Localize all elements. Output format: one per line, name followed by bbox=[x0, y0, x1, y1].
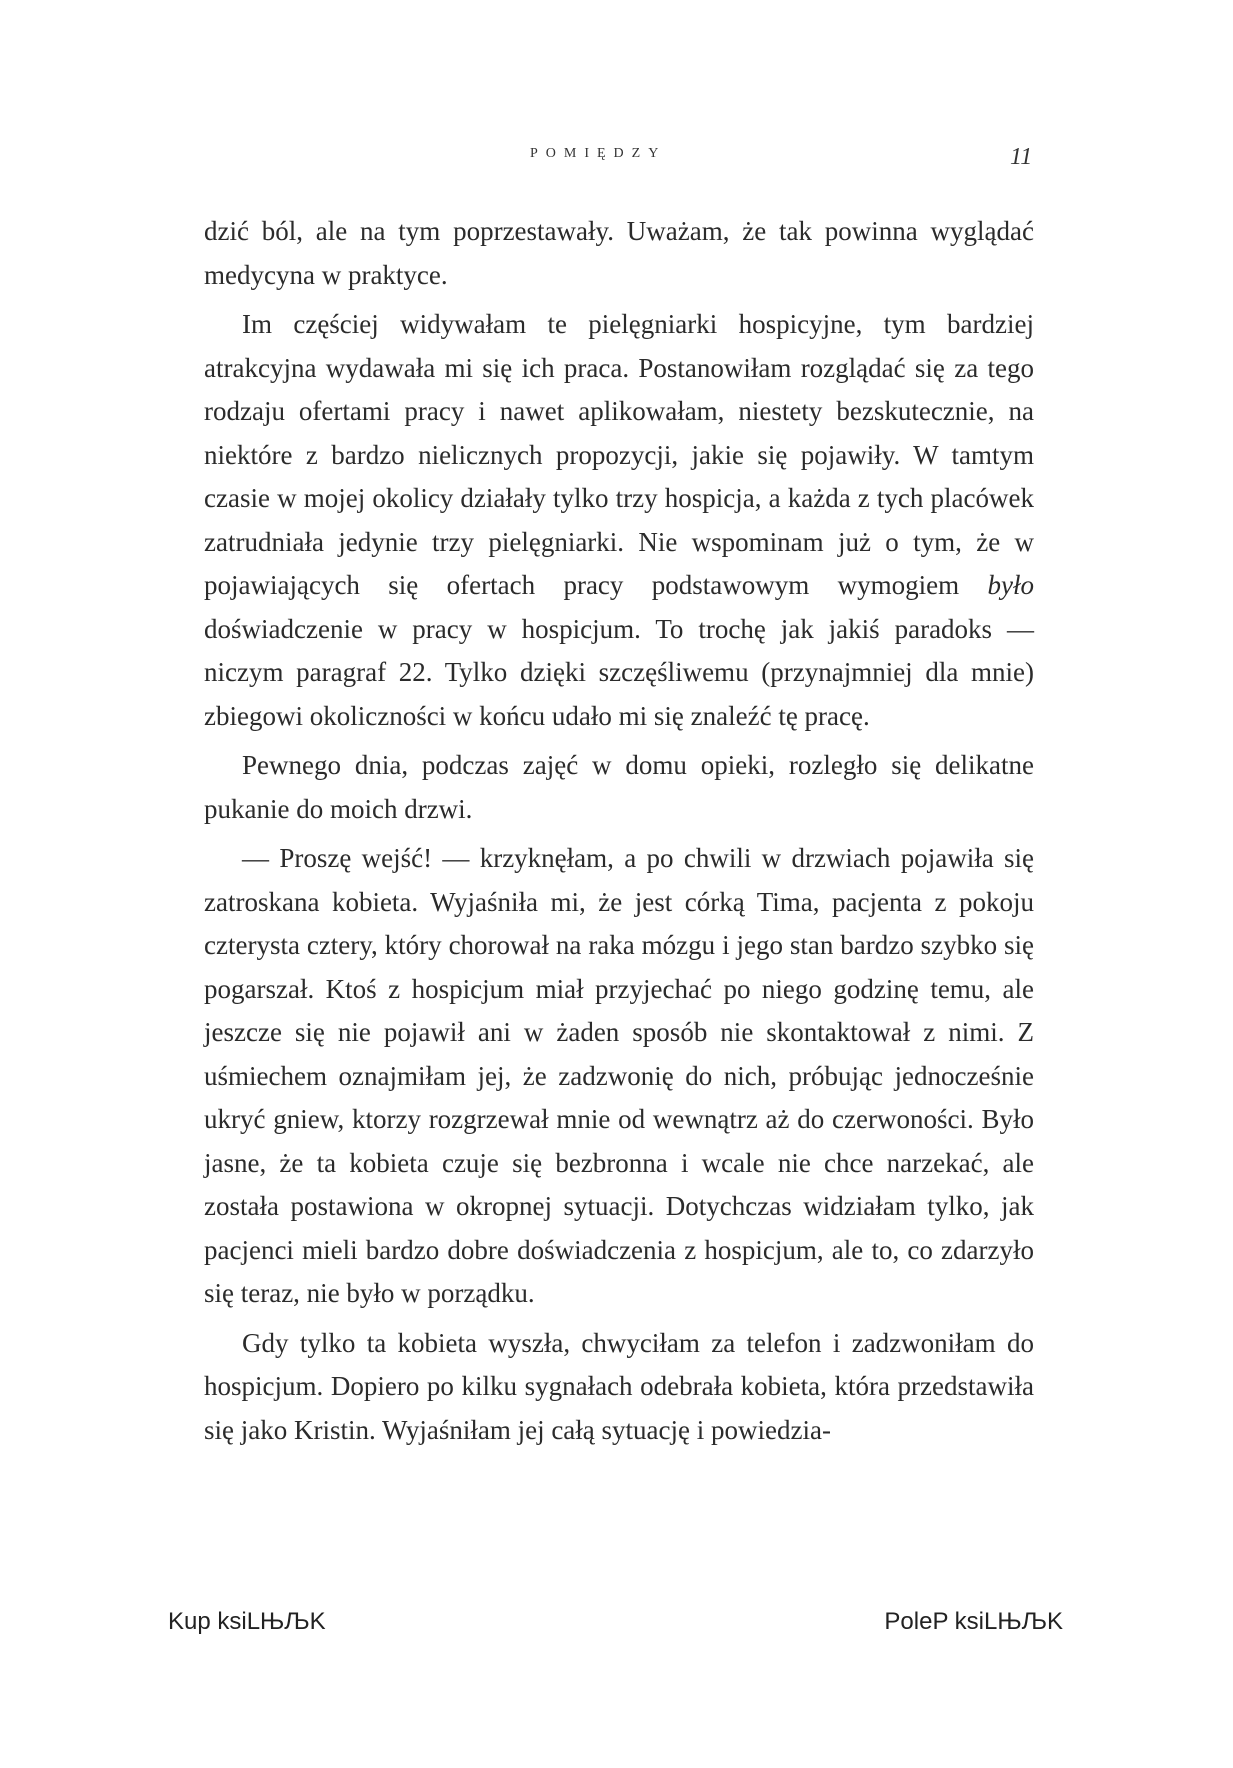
paragraph-2-part-b: doświadczenie w pracy w hospicjum. To trochę jak jakiś paradoks — niczym paragraf 22. Tylko dzięki szczęśliwemu (przynajmniej dla mnie) zbiegowi okoliczności w końcu udało mi się znaleźć tę pracę. bbox=[204, 613, 1034, 731]
page-number: 11 bbox=[1010, 144, 1033, 170]
paragraph-3: Pewnego dnia, podczas zajęć w domu opieki, rozległo się delikatne pukanie do moich drzwi. bbox=[204, 750, 1034, 824]
paragraph-5: Gdy tylko ta kobieta wyszła, chwyciłam za telefon i zadzwoniłam do hospicjum. Dopiero po kilku sygnałach odebrała kobieta, która przedstawiła się jako Kristin. Wyjaśniłam jej całą sytuację i powiedzia- bbox=[204, 1327, 1034, 1445]
recommend-book-link[interactable]: PoleP ksiLЊЉK bbox=[884, 1608, 1063, 1635]
running-head-title: POMIĘDZY bbox=[530, 146, 667, 161]
paragraph-2-part-a: Im częściej widywałam te pielęgniarki hospicyjne, tym bardziej atrakcyjna wydawała mi się ich praca. Postanowiłam rozglądać się za tego rodzaju ofertami pracy i nawet aplikowałam, niestety bezskutecznie, na niektóre z bardzo nielicznych propozycji, jakie się pojawiły. W tamtym czasie w mojej okolicy działały tylko trzy hospicja, a każda z tych placówek zatrudniała jedynie trzy pielęgniarki. Nie wspominam już o tym, że w pojawiających się ofertach pracy podstawowym wymogiem bbox=[204, 309, 1034, 600]
paragraph-1: dzić ból, ale na tym poprzestawały. Uważam, że tak powinna wyglądać medycyna w praktyce. bbox=[204, 216, 1034, 290]
paragraph-4: — Proszę wejść! — krzyknęłam, a po chwili w drzwiach pojawiła się zatroskana kobieta. Wyjaśniła mi, że jest córką Tima, pacjenta z pokoju czterysta cztery, który chorował na raka mózgu i jego stan bardzo szybko się pogarszał. Ktoś z hospicjum miał przyjechać po niego godzinę temu, ale jeszcze się nie pojawił ani w żaden sposób nie skontaktował z nimi. Z uśmiechem oznajmiłam jej, że zadzwonię do nich, próbując jednocześnie ukryć gniew, ktorzy rozgrzewał mnie od wewnątrz aż do czerwoności. Było jasne, że ta kobieta czuje się bezbronna i wcale nie chce narzekać, ale została postawiona w okropnej sytuacji. Dotychczas widziałam tylko, jak pacjenci mieli bardzo dobre doświadczenia z hospicjum, ale to, co zdarzyło się teraz, nie było w porządku. bbox=[204, 843, 1034, 1308]
buy-book-link[interactable]: Kup ksiLЊЉK bbox=[168, 1608, 326, 1635]
body-text bbox=[204, 210, 1034, 1458]
paragraph-2-italic-word: było bbox=[987, 570, 1034, 600]
paragraph-2 bbox=[204, 303, 1034, 738]
